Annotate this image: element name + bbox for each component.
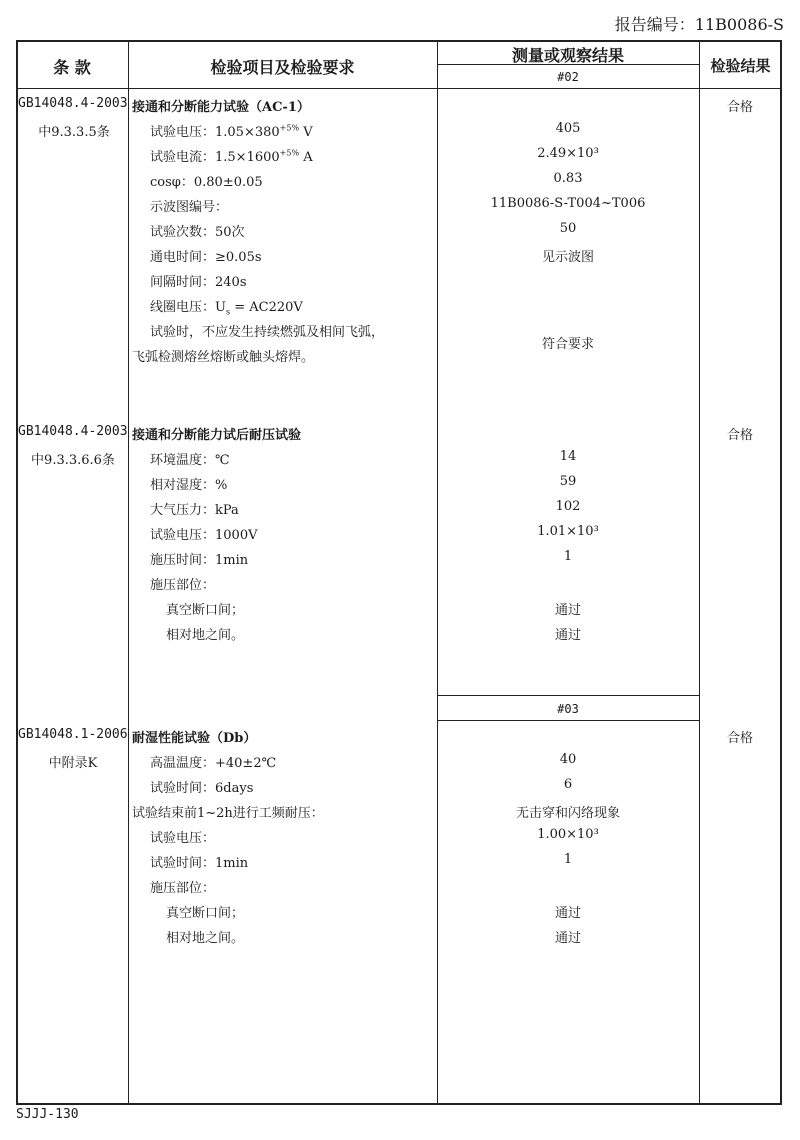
sample-03-top-line: [437, 695, 699, 696]
result-value: 通过: [554, 628, 581, 643]
result-value: 11B0086-S-T004~T006: [490, 196, 646, 211]
clause-code: GB14048.1-2006: [18, 727, 128, 742]
item-power-freq-withstand: 试验结束前1~2h进行工频耐压：: [132, 806, 324, 821]
item-phase-to-ground: 相对地之间。: [166, 931, 245, 946]
result-value: 见示波图: [541, 250, 594, 265]
result-value: 1: [563, 852, 573, 867]
sample-label-03: #03: [557, 702, 579, 716]
clause-ref: 中附录K: [48, 756, 98, 771]
column-divider: [699, 40, 700, 1105]
result-value: 1: [563, 549, 573, 564]
result-value: 符合要求: [541, 337, 594, 352]
verdict: 合格: [726, 731, 753, 746]
item-coil-voltage: 线圈电压：$U_s = AC220V$: [150, 300, 303, 317]
header-clause: 条 款: [53, 58, 91, 77]
item-test-voltage: 试验电压：$1.05\times 380^{+5\%}$ V: [150, 123, 313, 140]
item-power-factor: cosφ：0.80±0.05: [150, 175, 263, 190]
clause-code: GB14048.4-2003: [18, 424, 128, 439]
result-value: 59: [559, 474, 577, 489]
item-apply-time: 施压时间：1min: [150, 553, 249, 568]
form-code: SJJJ-130: [16, 1107, 79, 1122]
result-value: 无击穿和闪络现象: [515, 806, 620, 821]
item-vacuum-gap: 真空断口间；: [166, 906, 245, 921]
item-high-temp: 高温温度：+40±2℃: [150, 756, 277, 771]
item-test-voltage: 试验电压：1000V: [150, 528, 258, 543]
item-vacuum-gap: 真空断口间；: [166, 603, 245, 618]
test-title: 接通和分断能力试后耐压试验: [132, 428, 302, 443]
item-test-duration: 试验时间：1min: [150, 856, 249, 871]
item-apply-location: 施压部位：: [150, 578, 216, 593]
verdict: 合格: [726, 100, 753, 115]
result-value: 通过: [554, 906, 581, 921]
item-test-count: 试验次数：50次: [150, 225, 245, 240]
result-value: 1.00×10³: [537, 827, 599, 842]
header-bottom-line: [16, 88, 782, 89]
clause-code: GB14048.4-2003: [18, 96, 128, 111]
result-value: 0.83: [553, 171, 583, 186]
clause-ref: 中9.3.3.6.6条: [31, 453, 115, 468]
note-line: 试验时，不应发生持续燃弧及相间飞弧，: [150, 325, 385, 340]
result-value: 405: [555, 121, 581, 136]
verdict: 合格: [726, 428, 753, 443]
item-test-time: 试验时间：6days: [150, 781, 254, 796]
item-test-voltage: 试验电压：: [150, 831, 216, 846]
clause-ref: 中9.3.3.5条: [38, 125, 110, 140]
item-test-current: 试验电流：$1.5\times 1600^{+5\%}$ A: [150, 148, 313, 165]
item-interval-time: 间隔时间：240s: [150, 275, 247, 290]
result-value: 102: [555, 499, 581, 514]
column-divider: [128, 40, 129, 1105]
result-value: 通过: [554, 931, 581, 946]
item-phase-to-ground: 相对地之间。: [166, 628, 245, 643]
header-measurements: 测量或观察结果: [511, 46, 624, 65]
result-value: 14: [559, 449, 577, 464]
header-verdict: 检验结果: [710, 57, 771, 75]
item-apply-location: 施压部位：: [150, 881, 216, 896]
report-number: 报告编号：11B0086-S: [614, 15, 784, 34]
item-pressure: 大气压力：kPa: [150, 503, 239, 518]
sample-03-bottom-line: [437, 720, 699, 721]
result-value: 6: [563, 777, 573, 792]
note-line: 飞弧检测熔丝熔断或触头熔焊。: [132, 350, 315, 365]
header-items: 检验项目及检验要求: [210, 58, 355, 77]
result-value: 2.49×10³: [537, 146, 599, 161]
item-ambient-temp: 环境温度：℃: [150, 453, 230, 468]
item-humidity: 相对湿度：%: [150, 478, 228, 493]
item-oscillogram-no: 示波图编号：: [150, 200, 229, 215]
item-on-time: 通电时间：≥0.05s: [150, 250, 262, 265]
result-value: 50: [559, 221, 577, 236]
test-title: 耐湿性能试验（Db）: [132, 731, 257, 746]
result-value: 通过: [554, 603, 581, 618]
result-value: 1.01×10³: [537, 524, 599, 539]
sample-label-02: #02: [557, 70, 579, 84]
result-value: 40: [559, 752, 577, 767]
test-title: 接通和分断能力试验（AC-1）: [132, 100, 310, 115]
